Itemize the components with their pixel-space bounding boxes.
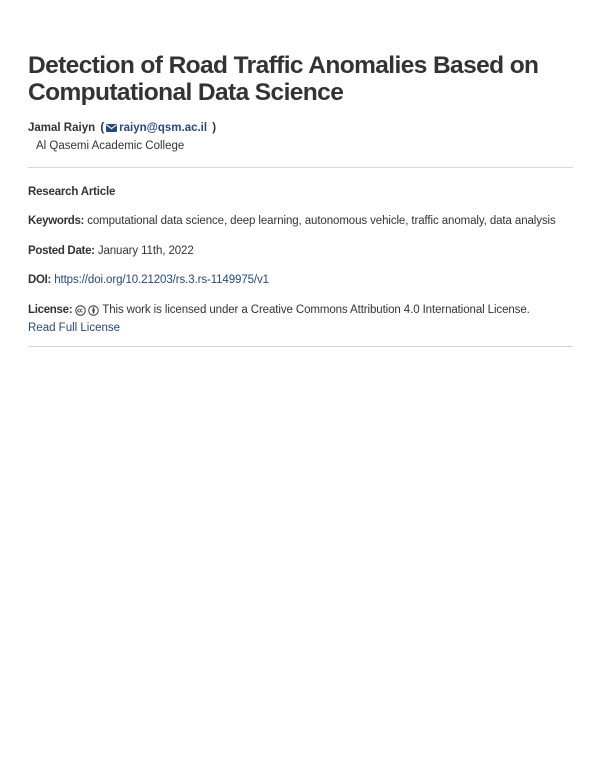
keywords-value: computational data science, deep learning, autonomous vehicle, traffic anomaly, data analysis (87, 215, 556, 227)
doi-label: DOI: (28, 274, 52, 286)
doi-link[interactable]: https://doi.org/10.21203/rs.3.rs-1149975/v1 (54, 274, 269, 286)
divider-top (28, 167, 573, 168)
read-full-license-link[interactable]: Read Full License (28, 322, 121, 334)
open-paren: ( (97, 122, 105, 134)
close-paren: ) (209, 122, 217, 134)
author-affiliation: Al Qasemi Academic College (36, 140, 185, 152)
posted-date-value: January 11th, 2022 (97, 245, 194, 257)
creative-commons-icon (75, 305, 86, 316)
posted-date-row (28, 245, 194, 257)
keywords-row (28, 215, 556, 227)
posted-date-label: Posted Date: (28, 245, 95, 257)
divider-bottom (28, 346, 573, 347)
license-label: License: (28, 304, 73, 316)
doi-row (28, 274, 269, 286)
license-text: This work is licensed under a Creative Commons Attribution 4.0 International License. (102, 304, 530, 316)
author-email-link[interactable] (106, 122, 207, 134)
keywords-label: Keywords: (28, 215, 85, 227)
article-type: Research Article (28, 186, 116, 198)
author-name: Jamal Raiyn (28, 122, 96, 134)
license-row (28, 304, 530, 316)
attribution-icon (88, 305, 99, 316)
mail-icon (106, 124, 117, 132)
author-line (28, 122, 218, 134)
author-email: raiyn@qsm.ac.il (119, 122, 208, 134)
paper-title: Detection of Road Traffic Anomalies Based on Computational Data Science (28, 52, 539, 106)
